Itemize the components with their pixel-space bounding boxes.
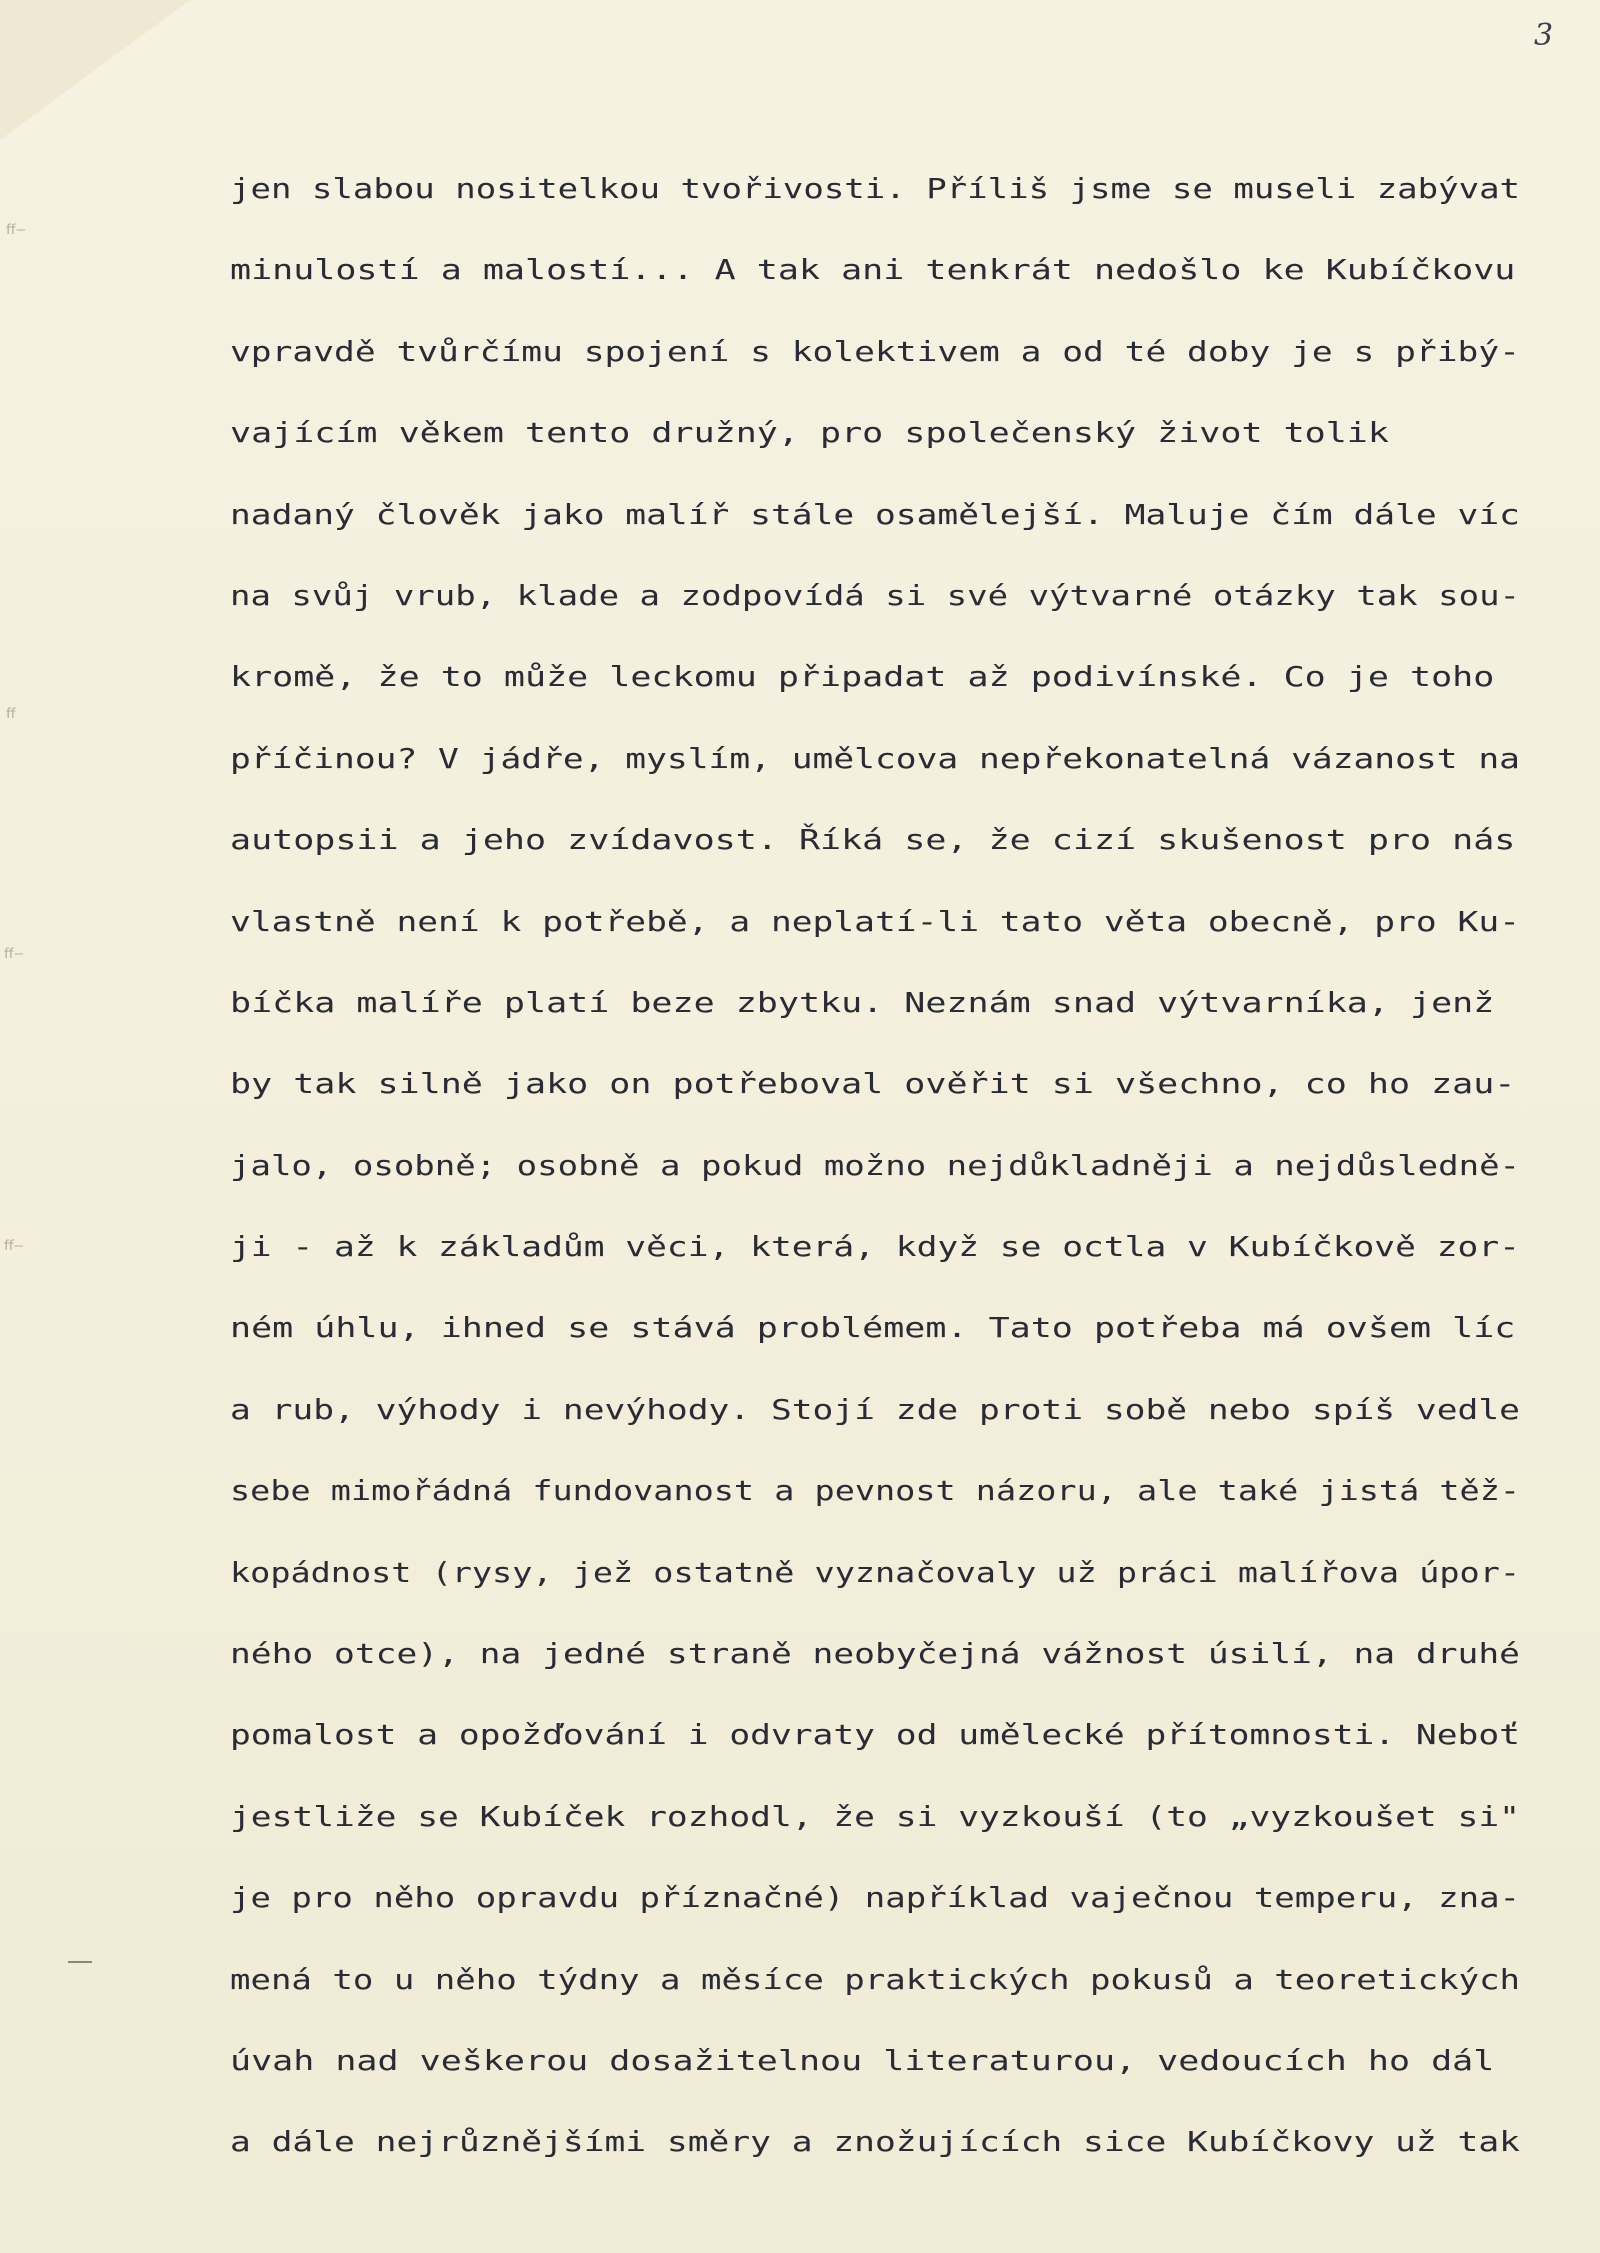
text-line-content: vpravdě tvůrčímu spojení s kolektivem a od té doby je s přibý- bbox=[230, 334, 1520, 368]
text-line bbox=[230, 881, 1550, 962]
text-line bbox=[230, 148, 1550, 229]
text-line-content: jalo, osobně; osobně a pokud možno nejdůkladněji a nejdůsledně- bbox=[230, 1148, 1521, 1182]
text-line-content: a dále nejrůznějšími směry a znožujících sice Kubíčkovy už tak bbox=[230, 2125, 1520, 2159]
text-line bbox=[230, 1206, 1550, 1287]
text-line-content: sebe mimořádná fundovanost a pevnost názoru, ale také jistá těž- bbox=[230, 1474, 1521, 1508]
text-line-content: jestliže se Kubíček rozhodl, že si vyzkouší (to „vyzkoušet si" bbox=[230, 1799, 1520, 1833]
margin-mark: ﬀ– bbox=[4, 1238, 25, 1254]
margin-mark: ﬀ bbox=[6, 706, 17, 722]
text-line-content: je pro něho opravdu příznačné) například vaječnou temperu, zna- bbox=[230, 1881, 1521, 1915]
text-line bbox=[230, 1613, 1550, 1694]
text-line bbox=[230, 1694, 1550, 1775]
text-line bbox=[230, 392, 1550, 473]
text-line-content: bíčka malíře platí beze zbytku. Neznám snad výtvarníka, jenž bbox=[230, 985, 1495, 1019]
text-line-content: by tak silně jako on potřeboval ověřit si všechno, co ho zau- bbox=[230, 1067, 1516, 1101]
text-line bbox=[230, 962, 1550, 1043]
text-line-content: vlastně není k potřebě, a neplatí-li tato věta obecně, pro Ku- bbox=[230, 904, 1520, 938]
text-line bbox=[230, 311, 1550, 392]
text-line bbox=[230, 1939, 1550, 2020]
text-line-content: na svůj vrub, klade a zodpovídá si své výtvarné otázky tak sou- bbox=[230, 578, 1521, 612]
text-line-content: pomalost a opožďování i odvraty od umělecké přítomnosti. Neboť bbox=[230, 1718, 1520, 1752]
text-line bbox=[230, 229, 1550, 310]
text-line bbox=[230, 1450, 1550, 1531]
text-line bbox=[230, 2101, 1550, 2182]
text-line-content: mená to u něho týdny a měsíce praktických pokusů a teoretických bbox=[230, 1962, 1521, 1996]
text-line-content: příčinou? V jádře, myslím, umělcova nepřekonatelná vázanost na bbox=[230, 741, 1520, 775]
text-line bbox=[230, 1287, 1550, 1368]
folded-corner bbox=[0, 0, 190, 140]
text-line bbox=[230, 799, 1550, 880]
text-line bbox=[230, 718, 1550, 799]
text-line-content: vajícím věkem tento družný, pro společenský život tolik bbox=[230, 416, 1389, 450]
margin-dash bbox=[68, 1961, 92, 1963]
text-line-content: úvah nad veškerou dosažitelnou literaturou, vedoucích ho dál bbox=[230, 2043, 1495, 2077]
text-line bbox=[230, 474, 1550, 555]
margin-mark: ﬀ– bbox=[4, 946, 25, 962]
text-line-content: autopsii a jeho zvídavost. Říká se, že cizí skušenost pro nás bbox=[230, 823, 1516, 857]
text-line-content: ném úhlu, ihned se stává problémem. Tato potřeba má ovšem líc bbox=[230, 1311, 1516, 1345]
text-line-content: jen slabou nositelkou tvořivosti. Příliš jsme se museli zabývat bbox=[230, 172, 1521, 205]
text-line-content: nadaný člověk jako malíř stále osamělejší. Maluje čím dále víc bbox=[230, 497, 1520, 531]
text-line bbox=[230, 1125, 1550, 1206]
text-line bbox=[230, 555, 1550, 636]
text-line-content: ného otce), na jedné straně neobyčejná vážnost úsilí, na druhé bbox=[230, 1637, 1520, 1671]
margin-mark: ﬀ– bbox=[6, 222, 27, 238]
text-line bbox=[230, 1857, 1550, 1938]
text-line bbox=[230, 2020, 1550, 2101]
text-line bbox=[230, 1776, 1550, 1857]
text-line-content: a rub, výhody i nevýhody. Stojí zde proti sobě nebo spíš vedle bbox=[230, 1392, 1520, 1426]
text-line bbox=[230, 636, 1550, 717]
text-line bbox=[230, 1532, 1550, 1613]
page-number: 3 bbox=[1534, 18, 1554, 53]
text-line-content: kromě, že to může leckomu připadat až podivínské. Co je toho bbox=[230, 660, 1495, 694]
text-line-content: kopádnost (rysy, jež ostatně vyznačovaly už práci malířova úpor- bbox=[230, 1555, 1521, 1589]
text-line bbox=[230, 1043, 1550, 1124]
text-line-content: minulostí a malostí... A tak ani tenkrát nedošlo ke Kubíčkovu bbox=[230, 253, 1516, 287]
text-line bbox=[230, 1369, 1550, 1450]
text-line-content: ji - až k základům věci, která, když se octla v Kubíčkově zor- bbox=[230, 1230, 1520, 1264]
body-text bbox=[230, 148, 1550, 2183]
